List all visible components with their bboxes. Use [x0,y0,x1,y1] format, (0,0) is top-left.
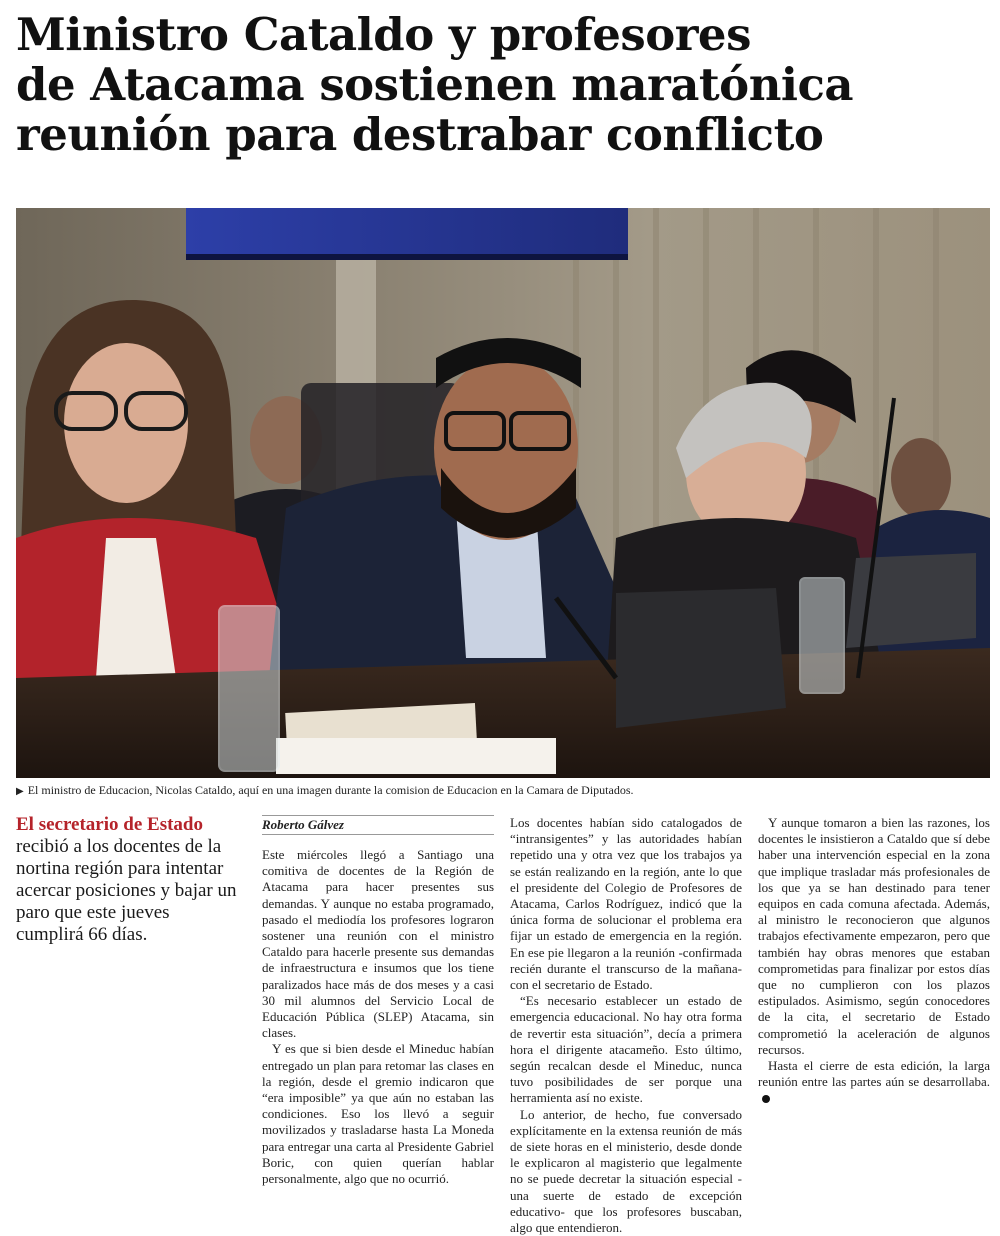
headline [16,10,976,160]
caption-text: El ministro de Educacion, Nicolas Cataldo, aquí en una imagen durante la comision de Educacion en la Camara de Diputados. [27,783,634,797]
photo-caption [16,782,990,800]
article-column-1 [262,815,494,1187]
body-paragraph-1: Este miércoles llegó a Santiago una comitiva de docentes de la Región de Atacama para hacer presentes sus demandas. Y aunque no estaba programado, pasado el mediodía los profesores lograron sostener una reunión con el ministro Cataldo para hacerle presente sus demandas de infraestructura e insumos que los tiene paralizados hace más de dos meses y a casi 30 mil alumnos del Servicio Local de Educación Pública (SLEP) Atacama, sin clases. [262,847,494,1041]
caption-marker-icon: ▶ [16,786,24,797]
lead-rest: recibió a los docentes de la nortina región para intentar acercar posiciones y bajar un paro que este jueves cumplirá 66 días. [16,836,237,945]
lead-paragraph [16,814,240,946]
headline-line-3: reunión para destrabar conflicto [16,108,824,161]
body-paragraph-7 [758,1058,990,1107]
body-paragraph-6: Y aunque tomaron a bien las razones, los docentes le insistieron a Cataldo que sí debe haber una intervención especial en la zona que implique trasladar más profesionales de los que ya se han destinado para tener equipos en cada comuna afectada. Además, al ministro le reconocieron que algunos trabajos efectivamente empezaron, pero que también hay obras menores que estaban comprometidas para finalizar por estos días que no cumplieron con los plazos estipulados. Asimismo, según conocedores de la cita, el secretario de Estado comprometió la aceleración de algunos recursos. [758,815,990,1057]
body-paragraph-5: Lo anterior, de hecho, fue conversado explícitamente en la extensa reunión de más de siete horas en el ministerio, desde donde le explicaron al magisterio que legalmente no se puede decretar la situación especial -una suerte de estado de excepción educativo- que los profesores buscaban, algo que entendieron. [510,1106,742,1236]
end-mark-icon [762,1095,770,1103]
lead-strong: El secretario de Estado [16,814,203,835]
news-photo [16,208,990,778]
headline-line-2: de Atacama sostienen maratónica [16,58,854,111]
headline-line-1: Ministro Cataldo y profesores [16,8,751,61]
body-paragraph-2: Y es que si bien desde el Mineduc habían entregado un plan para retomar las clases en la región, desde el gremio indicaron que “era imposible” ya que aún no estaban las condiciones. Eso los llevó a seguir movilizados y trasladarse hasta La Moneda para entregar una carta al Presidente Gabriel Boric, con quien querían hablar personalmente, algo que no ocurrió. [262,1041,494,1187]
body-paragraph-4: “Es necesario establecer un estado de emergencia educacional. No hay otra forma de revertir esta situación”, decía a primera hora el dirigente atacameño. Esto último, según recalcan desde el Mineduc, nunca tuvo posibilidades de ser porque una herramienta así no existe. [510,993,742,1106]
body-paragraph-3: Los docentes habían sido catalogados de “intransigentes” y las autoridades habían repetido una y otra vez que los trabajos ya se están realizando en la región, ante lo que el presidente del Colegio de Profesores de Atacama, Carlos Rodríguez, indicó que la única forma de solucionar el problema era fijar un estado de emergencia en la región. En ese pie llegaron a la reunión -confirmada recién durante el transcurso de la mañana- con el secretario de Estado. [510,815,742,993]
byline: Roberto Gálvez [262,815,494,835]
body-paragraph-7-text: Hasta el cierre de esta edición, la larga reunión entre las partes aún se desarrollaba. [758,1058,990,1090]
article-column-3 [758,815,990,1107]
